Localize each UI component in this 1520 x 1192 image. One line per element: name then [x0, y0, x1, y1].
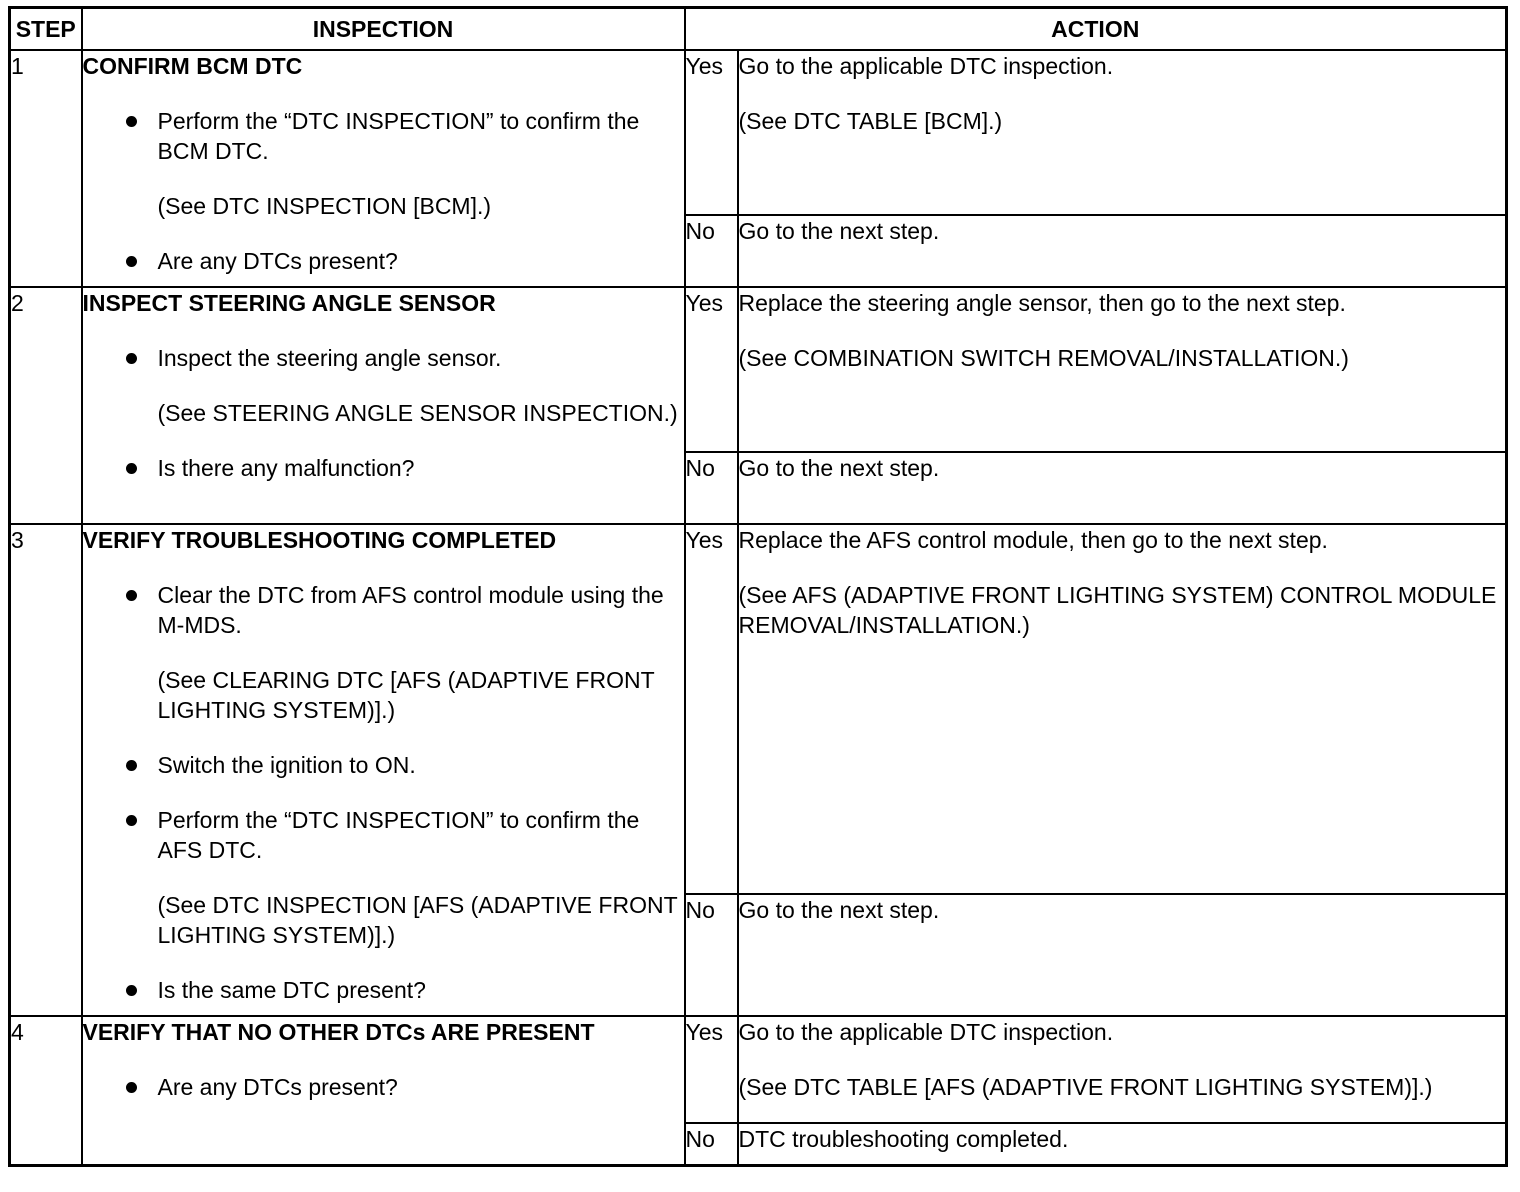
yes-action-text: Replace the steering angle sensor, then go to the next step.	[738, 290, 1346, 316]
yes-label: Yes	[685, 287, 738, 452]
no-action-cell	[738, 894, 1507, 1016]
inspection-bullet: Switch the ignition to ON.	[83, 750, 684, 780]
inspection-reference: (See DTC INSPECTION [BCM].)	[157, 193, 492, 219]
yes-label: Yes	[685, 1016, 738, 1123]
no-action-text: Go to the next step.	[738, 897, 940, 923]
yes-action-text: Go to the applicable DTC inspection.	[738, 53, 1114, 79]
no-action-text: Go to the next step.	[738, 218, 940, 244]
inspection-cell	[82, 1016, 685, 1166]
yes-action-text: (See DTC TABLE [AFS (ADAPTIVE FRONT LIGHTING SYSTEM)].)	[738, 1074, 1433, 1100]
inspection-reference: (See DTC INSPECTION [AFS (ADAPTIVE FRONT LIGHTING SYSTEM)].)	[157, 892, 678, 948]
inspection-reference: (See CLEARING DTC [AFS (ADAPTIVE FRONT LIGHTING SYSTEM)].)	[157, 667, 655, 723]
troubleshooting-procedure	[8, 6, 1508, 1167]
no-label: No	[685, 894, 738, 1016]
step-number: 2	[10, 287, 82, 524]
no-action-text: DTC troubleshooting completed.	[738, 1126, 1069, 1152]
yes-action-cell	[738, 50, 1507, 215]
yes-action-text: Go to the applicable DTC inspection.	[738, 1019, 1114, 1045]
table-header-row	[10, 8, 1507, 51]
step-title: CONFIRM BCM DTC	[82, 53, 303, 79]
inspection-cell	[82, 50, 685, 287]
no-action-cell	[738, 452, 1507, 524]
step-title: VERIFY THAT NO OTHER DTCs ARE PRESENT	[82, 1019, 595, 1045]
inspection-cell	[82, 524, 685, 1016]
diagnostic-table	[8, 6, 1508, 1167]
inspection-bullet: Is the same DTC present?	[83, 975, 684, 1005]
inspection-bullet: Is there any malfunction?	[83, 453, 684, 483]
yes-action-cell	[738, 287, 1507, 452]
inspection-bullet: Are any DTCs present?	[83, 246, 684, 276]
yes-action-cell	[738, 1016, 1507, 1123]
inspection-bullet: Clear the DTC from AFS control module using the M-MDS.	[83, 580, 684, 640]
inspection-cell	[82, 287, 685, 524]
step-row	[10, 524, 1507, 894]
yes-action-text: (See COMBINATION SWITCH REMOVAL/INSTALLATION.)	[738, 345, 1349, 371]
header-inspection: INSPECTION	[82, 8, 685, 51]
no-action-text: Go to the next step.	[738, 455, 940, 481]
step-number: 4	[10, 1016, 82, 1166]
no-action-cell	[738, 215, 1507, 287]
step-number: 1	[10, 50, 82, 287]
yes-action-text: (See AFS (ADAPTIVE FRONT LIGHTING SYSTEM) CONTROL MODULE REMOVAL/INSTALLATION.)	[738, 582, 1497, 638]
step-title: INSPECT STEERING ANGLE SENSOR	[82, 290, 496, 316]
step-row	[10, 287, 1507, 452]
step-row	[10, 50, 1507, 215]
inspection-bullet: Perform the “DTC INSPECTION” to confirm the AFS DTC.	[83, 805, 684, 865]
no-label: No	[685, 215, 738, 287]
yes-action-cell	[738, 524, 1507, 894]
inspection-bullet: Are any DTCs present?	[83, 1072, 684, 1102]
inspection-bullet: Perform the “DTC INSPECTION” to confirm the BCM DTC.	[83, 106, 684, 166]
inspection-bullet: Inspect the steering angle sensor.	[83, 343, 684, 373]
header-step: STEP	[10, 8, 82, 51]
no-label: No	[685, 1123, 738, 1166]
no-label: No	[685, 452, 738, 524]
step-title: VERIFY TROUBLESHOOTING COMPLETED	[82, 527, 557, 553]
step-number: 3	[10, 524, 82, 1016]
yes-action-text: Replace the AFS control module, then go to the next step.	[738, 527, 1328, 553]
header-action: ACTION	[685, 8, 1507, 51]
yes-action-text: (See DTC TABLE [BCM].)	[738, 108, 1003, 134]
inspection-reference: (See STEERING ANGLE SENSOR INSPECTION.)	[157, 400, 678, 426]
step-row	[10, 1016, 1507, 1123]
yes-label: Yes	[685, 50, 738, 215]
yes-label: Yes	[685, 524, 738, 894]
no-action-cell	[738, 1123, 1507, 1166]
